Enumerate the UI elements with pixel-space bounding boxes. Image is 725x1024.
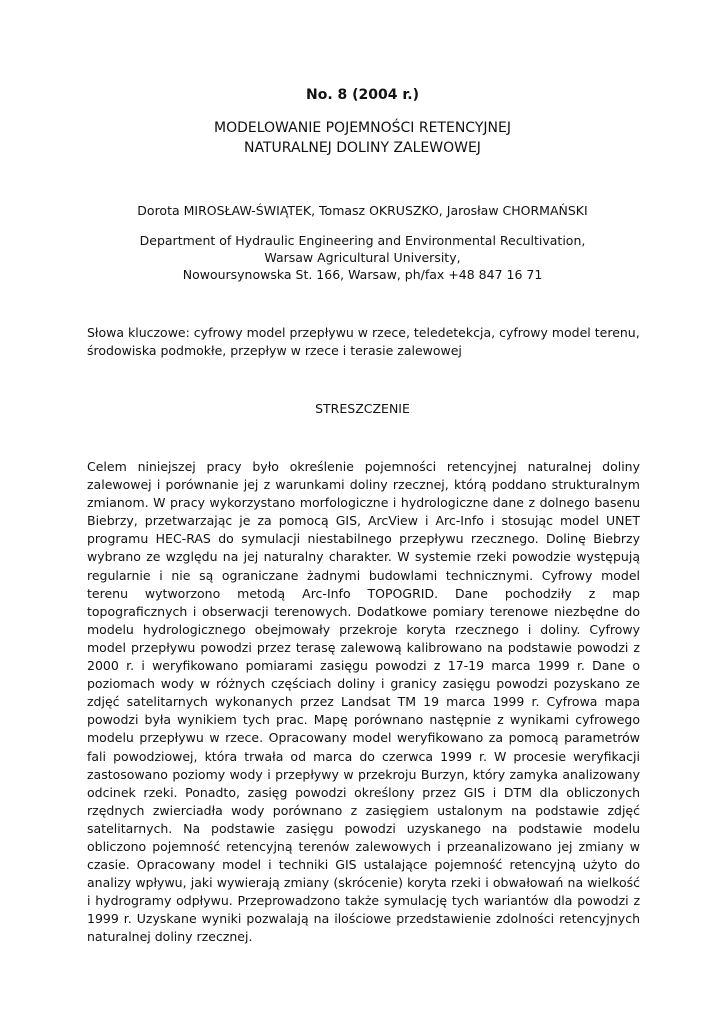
affiliation-line-2: Warsaw Agricultural University,: [264, 250, 461, 265]
title-line-2: NATURALNEJ DOLINY ZALEWOWEJ: [244, 140, 481, 156]
affiliation-line-3: Nowoursynowska St. 166, Warsaw, ph/fax +48 847 16 71: [182, 267, 543, 282]
issue-number: No. 8 (2004 r.): [305, 87, 419, 103]
keywords: [87, 324, 642, 360]
affiliation: [0, 232, 725, 283]
keywords-line-2: środowiska podmokłe, przepływ w rzece i terasie zalewowej: [87, 343, 462, 358]
keywords-line-1: Słowa kluczowe: cyfrowy model przepływu w rzece, teledetekcja, cyfrowy model terenu,: [87, 325, 640, 340]
authors: Dorota MIROSŁAW-ŚWIĄTEK, Tomasz OKRUSZKO, Jarosław CHORMAŃSKI: [137, 203, 588, 218]
abstract-heading: STRESZCZENIE: [315, 401, 410, 416]
paper-title: [0, 118, 725, 158]
abstract-text: Celem niniejszej pracy było określenie pojemności retencyjnej naturalnej doliny zalewowej i porównanie jej z warunkami doliny rzecznej, którą poddano strukturalnym zmianom. W pracy wykorzystano morfologiczne i hydrologiczne dane z dolnego basenu Biebrzy, przetwarzając je za pomocą GIS, ArcView i Arc-Info i stosując model UNET programu HEC-RAS do symulacji niestabilnego przepływu rzecznego. Dolinę Biebrzy wybrano ze względu na jej naturalny charakter. W systemie rzeki powodzie występują regularnie i nie są ograniczane żadnymi budowlami technicznymi. Cyfrowy model terenu wytworzono metodą Arc-Info TOPOGRID. Dane pochodziły z map topograficznych i obserwacji terenowych. Dodatkowe pomiary terenowe niezbędne do modelu hydrologicznego obejmowały przekroje koryta rzecznego i doliny. Cyfrowy model przepływu powodzi przez terasę zalewową kalibrowano na podstawie powodzi z 2000 r. i weryfikowano pomiarami zasięgu powodzi z 17-19 marca 1999 r. Dane o poziomach wody w różnych częściach doliny i granicy zasięgu powodzi pozyskano ze zdjęć satelitarnych wykonanych przez Landsat TM 19 marca 1999 r. Cyfrowa mapa powodzi była wynikiem tych prac. Mapę porównano następnie z wynikami cyfrowego modelu przepływu w rzece. Opracowany model weryfikowano za pomocą parametrów fali powodziowej, która trwała od marca do czerwca 1999 r. W procesie weryfikacji zastosowano poziomy wody i przepływy w przekroju Burzyn, który zamyka analizowany odcinek rzeki. Ponadto, zasięg powodzi określony przez GIS i DTM dla obliczonych rzędnych zwierciadła wody porównano z zasięgiem ustalonym na podstawie zdjęć satelitarnych. Na podstawie zasięgu powodzi uzyskanego na podstawie modelu obliczono pojemność retencyjną terenów zalewowych i przeanalizowano jej zmiany w czasie. Opracowany model i techniki GIS ustalające pojemność retencyjną użyto do analizy wpływu, jaki wywierają zmiany (skrócenie) koryta rzeki i obwałowań na wielkość i hydrogramy odpływu. Przeprowadzono także symulację tych wariantów dla powodzi z 1999 r. Uzyskane wyniki pozwalają na ilościowe przedstawienie zdolności retencyjnych naturalnej doliny rzecznej.: [87, 459, 640, 945]
affiliation-line-1: Department of Hydraulic Engineering and Environmental Recultivation,: [139, 233, 586, 248]
title-line-1: MODELOWANIE POJEMNOŚCI RETENCYJNEJ: [214, 120, 511, 136]
